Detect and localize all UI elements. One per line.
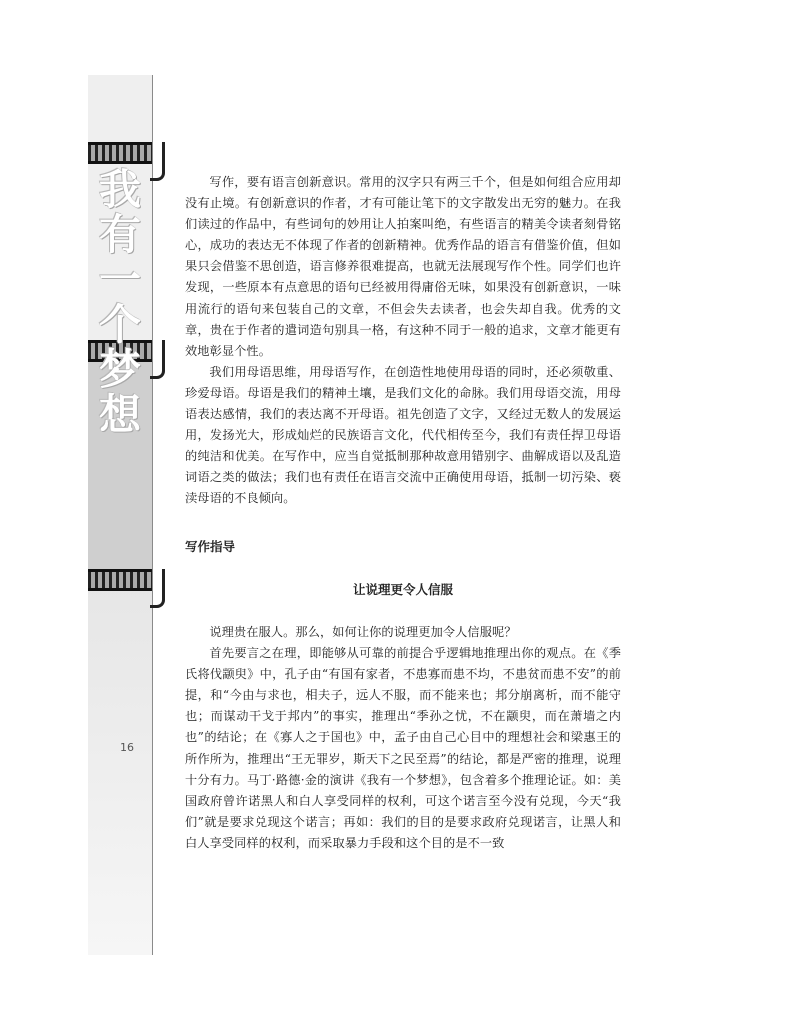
ornament-frieze-bottom [88,569,152,591]
page-number: 16 [120,741,134,754]
ornament-corner-bottom [152,569,166,609]
paragraph: 说理贵在服人。那么，如何让你的说理更加令人信服呢？ [209,625,517,639]
title-char: 有 [98,210,141,259]
section-heading: 写作指导 [185,539,236,554]
body-text [185,172,621,510]
sidebar-lower-panel [88,580,152,955]
ornament-corner-middle [152,340,166,380]
ornament-corner-top [152,142,166,182]
title-char: 梦 [98,345,141,394]
title-char: 想 [98,390,141,439]
paragraph: 首先要言之在理，即能够从可靠的前提合乎逻辑地推理出你的观点。在《季氏将伐颛臾》中，孔子由“有国有家者，不患寡而患不均，不患贫而患不安”的前提，和“今由与求也，相夫子，远人不服，而不能来也；邦分崩离析，而不能守也；而谋动干戈于邦内”的事实，推理出“季孙之忧，不在颛臾，而在萧墙之内也”的结论；在《寡人之于国也》中，孟子由自己心目中的理想社会和梁惠王的所作所为，推理出“王无罪岁，斯天下之民至焉”的结论，都是严密的推理，说理十分有力。马丁·路德·金的演讲《我有一个梦想》，包含着多个推理论证。如：美国政府曾许诺黑人和白人享受同样的权利，可这个诺言至今没有兑现，今天“我们”就是要求兑现这个诺言；再如：我们的目的是要求政府兑现诺言，让黑人和白人享受同样的权利，而采取暴力手段和这个目的是不一致 [185,646,621,850]
title-char: 我 [98,165,141,214]
paragraph: 我们用母语思维，用母语写作，在创造性地使用母语的同时，还必须敬重、珍爱母语。母语是我们的精神土壤，是我们文化的命脉。我们用母语交流，用母语表达感情，我们的表达离不开母语。祖先创造了文字，又经过无数人的发展运用，发扬光大，形成灿烂的民族语言文化，代代相传至今，我们有责任捍卫母语的纯洁和优美。在写作中，应当自觉抵制那种故意用错别字、曲解成语以及乱造词语之类的做法；我们也有责任在语言交流中正确使用母语，抵制一切污染、亵渎母语的不良倾向。 [185,364,621,506]
title-char: 个 [98,300,141,349]
title-char: 一 [98,255,141,304]
vertical-chapter-title [92,165,148,439]
article-title: 让说理更令人信服 [352,582,453,597]
section-text [185,622,621,854]
ornament-frieze-top [88,142,152,164]
paragraph: 写作，要有语言创新意识。常用的汉字只有两三千个，但是如何组合应用却没有止境。有创新意识的作者，才有可能让笔下的文字散发出无穷的魅力。在我们读过的作品中，有些词句的妙用让人拍案叫绝，有些语言的精美令读者刻骨铭心，成功的表达无不体现了作者的创新精神。优秀作品的语言有借鉴价值，但如果只会借鉴不思创造，语言修养很难提高，也就无法展现写作个性。同学们也许发现，一些原本有点意思的语句已经被用得庸俗无味，如果没有创新意识，一味用流行的语句来包装自己的文章，不但会失去读者，也会失却自我。优秀的文章，贵在于作者的遣词造句别具一格，有这种不同于一般的追求，文章才能更有效地彰显个性。 [185,175,621,358]
sidebar-divider [152,75,153,955]
